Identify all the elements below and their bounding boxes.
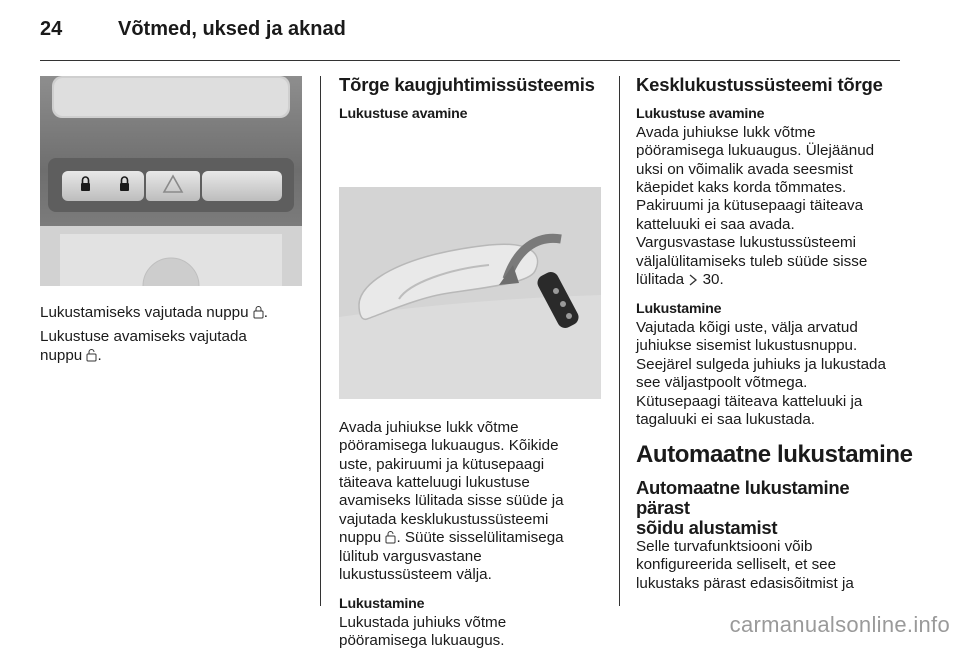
lock-instruction: Lukustamiseks vajutada nuppu — [40, 304, 249, 321]
unlock-instruction-line-2: nuppu — [40, 346, 83, 364]
central-unlock-line: käepidet kaks korda tõmmates. — [636, 179, 847, 197]
remote-unlock-line: lukustussüsteem välja. — [339, 566, 492, 584]
auto-lock-line: Selle turvafunktsiooni võib — [636, 537, 813, 555]
page-number: 24 — [40, 18, 63, 40]
remote-unlock-line: pööramisega lukuaugus. Kõikide — [339, 437, 559, 455]
auto-lock-section-heading: Automaatne lukustamine — [636, 441, 913, 469]
central-unlock-heading: Lukustuse avamine — [636, 106, 765, 123]
lock-icon — [253, 305, 264, 319]
column-3 — [636, 74, 913, 593]
central-lock-line: Vajutada kõigi uste, välja arvatud — [636, 318, 858, 336]
auto-lock-line: konfigureerida selliselt, et see — [636, 556, 837, 574]
column-1: Lukustamiseks vajutada nuppu . Lukustuse avamiseks vajutada nuppu . — [40, 76, 302, 365]
central-unlock-line: uksi on võimalik avada seesmist — [636, 160, 853, 178]
column-2 — [339, 76, 601, 651]
unlock-instruction-line-1: Lukustuse avamiseks vajutada — [40, 328, 247, 346]
central-lock-fault-heading: Kesklukustussüsteemi tõrge — [636, 74, 883, 95]
central-unlock-line: lülitada — [636, 271, 685, 289]
auto-lock-subheading-line-2: sõidu alustamist — [636, 516, 778, 538]
central-lock-line: Seejärel sulgeda juhiuks ja lukustada — [636, 355, 886, 373]
auto-lock-subheading-line-1: Automaatne lukustamine pärast — [636, 476, 850, 518]
remote-lock-heading: Lukustamine — [339, 596, 425, 613]
remote-unlock-line: nuppu — [339, 529, 382, 547]
header-rule — [40, 60, 900, 61]
remote-unlock-line: Avada juhiukse lukk võtme — [339, 418, 519, 436]
central-lock-line: tagaluuki ei saa lukustada. — [636, 410, 815, 428]
central-unlock-line: katteluuki ei saa avada. — [636, 215, 795, 233]
page-reference-icon — [688, 274, 698, 286]
remote-unlock-line: avamiseks lülitada sisse süüde ja — [339, 492, 564, 510]
remote-lock-line: pööramisega lukuaugus. — [339, 632, 505, 650]
lock-buttons-figure — [40, 76, 302, 286]
page-reference-link[interactable]: 30. — [702, 271, 724, 289]
auto-lock-line: lukustaks pärast edasisõitmist ja — [636, 574, 854, 592]
central-unlock-line: Vargusvastase lukustussüsteemi — [636, 234, 857, 252]
lock-buttons-illustration — [40, 76, 302, 286]
remote-unlock-line: täiteava katteluugi lukustuse — [339, 474, 530, 492]
column-divider-1 — [320, 76, 321, 606]
central-lock-line: juhiukse sisemist lukustusnuppu. — [636, 337, 858, 355]
remote-unlock-line: uste, pakiruumi ja kütusepaagi — [339, 455, 545, 473]
remote-unlock-line: . Süüte sisselülitamisega — [396, 529, 564, 547]
remote-unlock-line: vajutada kesklukustussüsteemi — [339, 510, 549, 528]
remote-fault-heading: Tõrge kaugjuhtimissüsteemis — [339, 74, 595, 95]
unlock-icon — [86, 348, 97, 362]
central-unlock-line: väljalülitamiseks tuleb süüde sisse — [636, 252, 868, 270]
central-unlock-line: Avada juhiukse lukk võtme — [636, 123, 816, 141]
central-lock-line: see väljastpoolt võtmega. — [636, 374, 808, 392]
remote-lock-line: Lukustada juhiuks võtme — [339, 613, 507, 631]
central-unlock-line: pööramisega lukuaugus. Ülejäänud — [636, 142, 875, 160]
remote-unlock-heading: Lukustuse avamine — [339, 106, 468, 123]
remote-unlock-line: lülitub vargusvastane — [339, 547, 482, 565]
central-lock-line: Kütusepaagi täiteava katteluuki ja — [636, 392, 863, 410]
unlock-icon — [385, 530, 396, 544]
column-divider-2 — [619, 76, 620, 606]
watermark: carmanualsonline.info — [729, 612, 950, 637]
door-handle-key-illustration — [339, 187, 601, 399]
central-unlock-line: Pakiruumi ja kütusepaagi täiteava — [636, 197, 864, 215]
chapter-title: Võtmed, uksed ja aknad — [118, 18, 346, 40]
door-handle-figure — [339, 187, 601, 399]
central-lock-heading: Lukustamine — [636, 301, 722, 318]
